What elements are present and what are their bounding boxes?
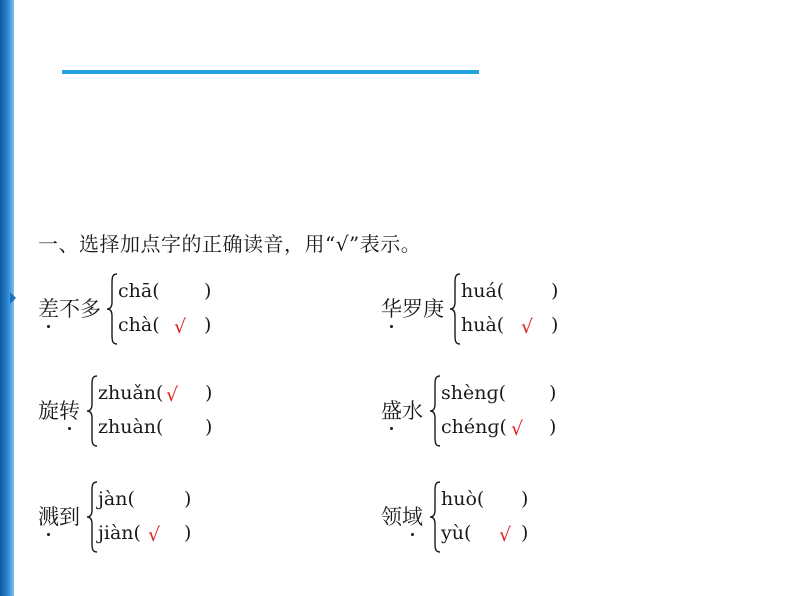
pinyin-label: zhuàn( bbox=[98, 416, 164, 438]
character: 庚 bbox=[423, 297, 444, 321]
character: 领 bbox=[381, 505, 402, 529]
check-mark-icon: √ bbox=[148, 524, 161, 546]
curly-brace-icon bbox=[429, 480, 441, 554]
close-paren: ) bbox=[184, 522, 192, 544]
curly-brace-icon bbox=[86, 374, 98, 448]
pinyin-option[interactable] bbox=[118, 276, 218, 306]
close-paren: ) bbox=[205, 416, 213, 438]
close-paren: ) bbox=[551, 280, 559, 302]
character: 旋 bbox=[38, 399, 59, 423]
curly-brace-icon bbox=[449, 272, 461, 346]
pinyin-option[interactable] bbox=[441, 518, 535, 548]
pinyin-option[interactable] bbox=[98, 378, 219, 408]
close-paren: ) bbox=[549, 416, 557, 438]
character: 水 bbox=[402, 399, 423, 423]
close-paren: ) bbox=[521, 522, 529, 544]
word bbox=[381, 494, 423, 540]
dotted-character: 华 bbox=[381, 286, 402, 332]
pinyin-option[interactable] bbox=[441, 378, 563, 408]
word bbox=[381, 286, 444, 332]
pinyin-label: huà( bbox=[461, 314, 505, 336]
pinyin-label: jàn( bbox=[98, 488, 135, 510]
character: 到 bbox=[59, 505, 80, 529]
pinyin-label: chà( bbox=[118, 314, 160, 336]
character: 多 bbox=[80, 297, 101, 321]
pinyin-label: zhuǎn( bbox=[98, 382, 164, 404]
left-bar-arrow-icon bbox=[10, 292, 16, 304]
pinyin-option[interactable] bbox=[441, 412, 563, 442]
close-paren: ) bbox=[549, 382, 557, 404]
dotted-character: 转 bbox=[59, 388, 80, 434]
character: 罗 bbox=[402, 297, 423, 321]
pinyin-label: shènɡ( bbox=[441, 382, 507, 404]
pinyin-option[interactable] bbox=[441, 484, 535, 514]
dotted-character: 盛 bbox=[381, 388, 402, 434]
check-mark-icon: √ bbox=[511, 418, 524, 440]
dotted-character: 域 bbox=[402, 494, 423, 540]
pinyin-option[interactable] bbox=[118, 310, 218, 340]
pinyin-option[interactable] bbox=[461, 310, 565, 340]
pinyin-label: chénɡ( bbox=[441, 416, 507, 438]
pinyin-label: huá( bbox=[461, 280, 505, 302]
curly-brace-icon bbox=[86, 480, 98, 554]
close-paren: ) bbox=[205, 382, 213, 404]
check-mark-icon: √ bbox=[166, 384, 179, 406]
check-mark-icon: √ bbox=[521, 316, 534, 338]
word bbox=[38, 494, 80, 540]
check-mark-icon: √ bbox=[499, 524, 512, 546]
close-paren: ) bbox=[204, 280, 212, 302]
word bbox=[38, 388, 80, 434]
curly-brace-icon bbox=[429, 374, 441, 448]
pinyin-label: yù( bbox=[441, 522, 472, 544]
close-paren: ) bbox=[551, 314, 559, 336]
word bbox=[38, 286, 101, 332]
pinyin-label: chā( bbox=[118, 280, 160, 302]
character: 不 bbox=[59, 297, 80, 321]
pinyin-option[interactable] bbox=[461, 276, 565, 306]
pinyin-option[interactable] bbox=[98, 484, 198, 514]
word bbox=[381, 388, 423, 434]
title-underline bbox=[62, 70, 479, 74]
pinyin-option[interactable] bbox=[98, 412, 219, 442]
close-paren: ) bbox=[184, 488, 192, 510]
curly-brace-icon bbox=[106, 272, 118, 346]
dotted-character: 差 bbox=[38, 286, 59, 332]
pinyin-option[interactable] bbox=[98, 518, 198, 548]
pinyin-label: jiàn( bbox=[98, 522, 141, 544]
close-paren: ) bbox=[521, 488, 529, 510]
question-heading: 一、选择加点字的正确读音，用“√”表示。 bbox=[38, 232, 422, 256]
check-mark-icon: √ bbox=[174, 316, 187, 338]
close-paren: ) bbox=[204, 314, 212, 336]
dotted-character: 溅 bbox=[38, 494, 59, 540]
pinyin-label: huò( bbox=[441, 488, 485, 510]
